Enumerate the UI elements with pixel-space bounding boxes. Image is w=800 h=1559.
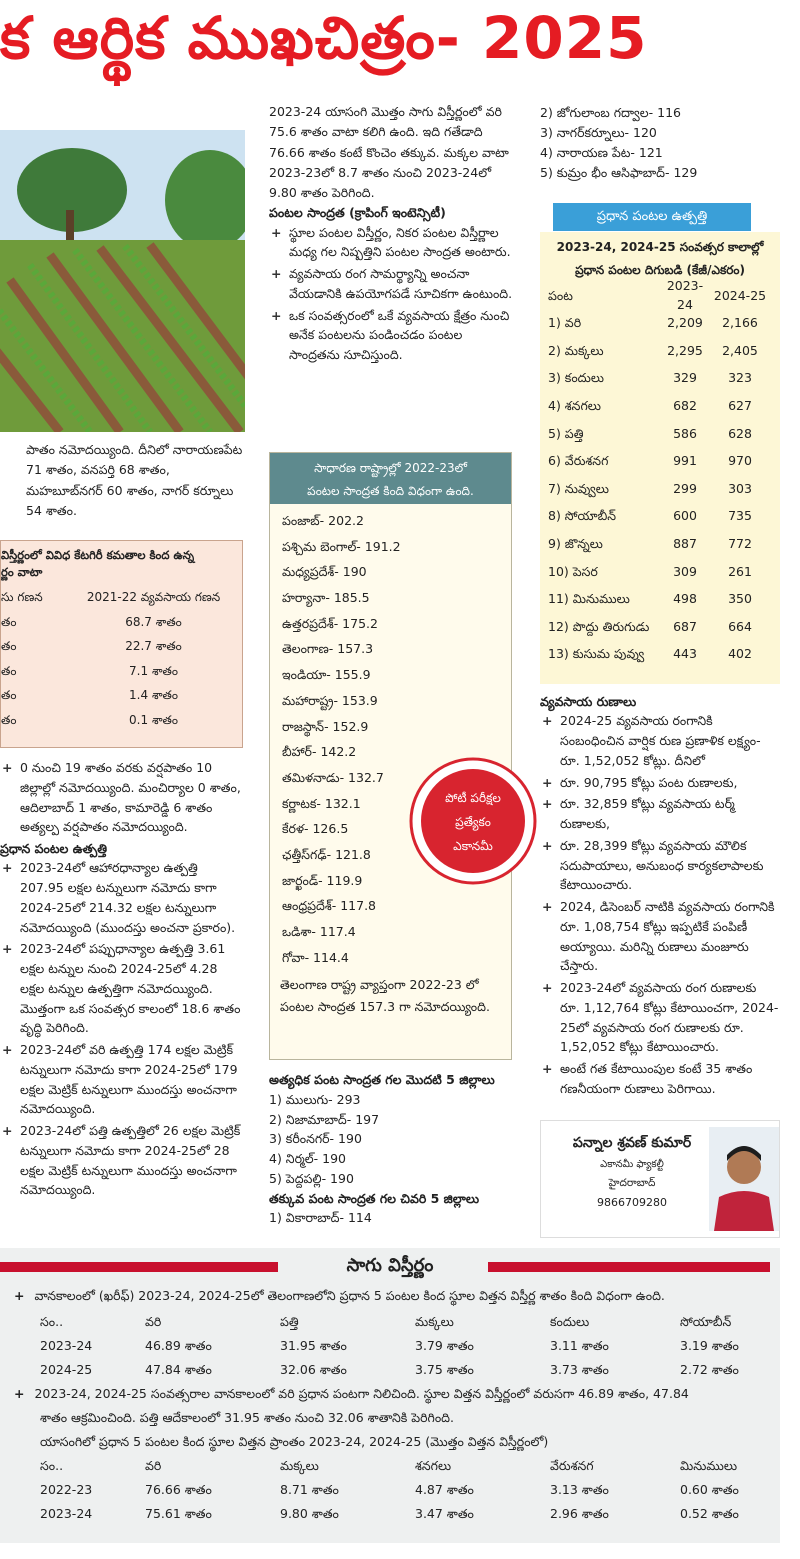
share-cell: తం xyxy=(1,712,17,727)
yield-cell: 664 xyxy=(728,618,752,634)
cultivation-area-section xyxy=(0,1248,780,1543)
list-item: 2) నిజామాబాద్- 197 xyxy=(269,1111,380,1127)
plus-bullet-icon: + xyxy=(271,224,282,240)
list-item: కర్ణాటక- 132.1 xyxy=(282,795,361,811)
list-item: 4) నిర్మల్- 190 xyxy=(269,1151,346,1166)
yield-cell: 323 xyxy=(728,370,752,386)
yield-cell: 11) మినుములు xyxy=(548,591,630,607)
share-box-heading-1: విస్తీర్ణంలో వివిధ కేటగిరీ కమతాల కింద ఉన్న xyxy=(1,548,195,562)
share-cell: 7.1 శాతం xyxy=(129,663,178,678)
list-item xyxy=(540,978,780,1057)
table-cell: 3.75 శాతం xyxy=(415,1362,474,1378)
table-row xyxy=(540,613,780,641)
yield-cell: 687 xyxy=(673,618,697,634)
yield-cell: 443 xyxy=(673,646,697,662)
table-row xyxy=(40,1334,780,1358)
table-cell: 2023-24 xyxy=(40,1338,93,1354)
table-header-cell: శనగలు xyxy=(415,1458,452,1474)
list-item: ఛత్తీస్‌గఢ్- 121.8 xyxy=(282,846,371,862)
yield-caption: ప్రధాన పంటల దిగుబడి (కేజీ/ఎకరం) xyxy=(575,262,745,277)
yield-cell: 600 xyxy=(673,508,697,524)
table-header-cell: మక్కలు xyxy=(415,1314,454,1330)
table-header-cell: మినుములు xyxy=(680,1458,738,1474)
list-item xyxy=(540,773,780,793)
yield-cell: 350 xyxy=(728,591,752,607)
table-cell: 31.95 శాతం xyxy=(280,1338,347,1354)
section-subhead: ప్రధాన పంటల ఉత్పత్తి xyxy=(0,841,108,856)
crops-production-heading: ప్రధాన పంటల ఉత్పత్తి xyxy=(553,203,751,231)
table-header-row xyxy=(40,1310,780,1334)
table-row xyxy=(1,684,238,709)
author-designation: ఎకానమీ ఫ్యాకల్టీ xyxy=(600,1158,664,1170)
plus-bullet-icon: + xyxy=(542,837,553,853)
list-item xyxy=(0,939,245,1038)
table-header-cell: సం.. xyxy=(40,1458,64,1474)
plus-bullet-icon: + xyxy=(2,941,13,957)
table-row xyxy=(540,475,780,503)
table-header-cell: సం.. xyxy=(40,1314,64,1330)
section-title: సాగు విస్తీర్ణం xyxy=(346,1255,434,1276)
yield-cell: 735 xyxy=(728,508,752,524)
list-item xyxy=(0,858,245,937)
table-header-cell: వరి xyxy=(145,1458,162,1474)
list-item: తెలంగాణ- 157.3 xyxy=(282,641,374,657)
bullet-text: 2023-24లో పప్పుధాన్యాల ఉత్పత్తి 3.61 లక్షల టన్నుల నుంచి 2024-25లో 4.28 లక్షల టన్నుల ఉత్పత్తిగా నమోదయ్యింది. మొత్తంగా ఒక సంవత్సర కాలంలో 18.6 శాతం వృద్ధి పెరిగింది. xyxy=(20,941,241,1036)
table-header-cell: వరి xyxy=(145,1314,162,1330)
table-row xyxy=(540,502,780,530)
table-header-cell: వేరుశనగ xyxy=(550,1458,594,1474)
table-row xyxy=(1,610,238,635)
yield-cell: 991 xyxy=(673,453,697,469)
plus-bullet-icon: + xyxy=(542,774,553,790)
rabi-area-table xyxy=(40,1454,780,1526)
yield-cell: 9) జొన్నలు xyxy=(548,536,603,552)
list-item: ఉత్తరప్రదేశ్- 175.2 xyxy=(282,615,378,631)
table-cell: 46.89 శాతం xyxy=(145,1338,212,1354)
list-item xyxy=(540,836,780,895)
yield-table-header xyxy=(540,278,780,313)
yield-cell: 2) మక్కలు xyxy=(548,342,604,358)
yield-header-cell: పంట xyxy=(548,287,573,303)
yield-cell: 402 xyxy=(728,646,752,662)
plus-bullet-icon: + xyxy=(271,307,282,323)
table-header-row xyxy=(40,1454,780,1478)
table-row xyxy=(540,530,780,558)
yield-header-cell: 2024-25 xyxy=(713,287,767,303)
plus-bullet-icon: + xyxy=(271,266,282,282)
list-item: 1) వికారాబాద్- 114 xyxy=(269,1210,372,1226)
list-item: ఒడిశా- 117.4 xyxy=(282,924,356,939)
table-cell: 3.11 శాతం xyxy=(550,1338,609,1354)
exam-special-badge xyxy=(408,756,538,886)
table-cell: 9.80 శాతం xyxy=(280,1506,339,1522)
table-row xyxy=(40,1358,780,1382)
table-row xyxy=(540,447,780,475)
list-item xyxy=(14,1382,774,1406)
plus-bullet-icon: + xyxy=(2,860,13,876)
title-divider-left xyxy=(0,1262,278,1272)
bullet-text: ఒక సంవత్సరంలో ఒకే వ్యవసాయ క్షేత్రం నుంచి అనేక పంటలను పండించడం పంటల సాంద్రతను సూచిస్తుంది. xyxy=(289,307,510,363)
bullet-text: వానకాలంలో (ఖరీఫ్) 2023-24, 2024-25లో తెలంగాణలోని ప్రధాన 5 పంటల కింద స్థూల విత్తన విస్తీర్ణ శాతం కింది విధంగా ఉంది. xyxy=(34,1288,665,1303)
table-header-cell: పత్తి xyxy=(280,1314,299,1330)
section-title-bar xyxy=(0,1250,780,1282)
list-item: 5) పెద్దపల్లి- 190 xyxy=(269,1170,354,1186)
yield-cell: 2,295 xyxy=(667,342,703,358)
section-subhead: అత్యధిక పంట సాంద్రత గల మొదటి 5 జిల్లాలు xyxy=(269,1072,495,1087)
badge-line-1: పోటీ పరీక్షల xyxy=(445,791,501,805)
badge-line-3: ఎకానమీ xyxy=(453,839,493,853)
table-row xyxy=(540,337,780,365)
yield-cell: 498 xyxy=(673,591,697,607)
list-item: 4) నారాయణ పేట- 121 xyxy=(540,145,663,160)
list-item xyxy=(14,1284,774,1308)
share-cell: తం xyxy=(1,663,17,678)
table-cell: 3.73 శాతం xyxy=(550,1362,609,1378)
bullet-text: రూ. 32,859 కోట్లు వ్యవసాయ టర్మ్ రుణాలకు, xyxy=(560,796,735,832)
list-item xyxy=(540,897,780,976)
yield-header-cell: 2023-24 xyxy=(666,278,704,313)
yield-cell: 2,405 xyxy=(722,342,758,358)
yield-cell: 299 xyxy=(673,480,697,496)
plus-bullet-icon: + xyxy=(2,760,13,775)
share-cell: 1.4 శాతం xyxy=(129,688,178,703)
table-row xyxy=(540,640,780,668)
bullet-text: 0 నుంచి 19 శాతం వరకు వర్షపాతం 10 జిల్లాల్లో నమోదయ్యింది. మంచిర్యాల 0 శాతం, ఆదిలాబాద్ 1 శాతం, కామారెడ్డి 6 శాతం అత్యల్ప వర్షపాతం నమోదయ్యింది. xyxy=(20,760,241,835)
table-cell: 3.19 శాతం xyxy=(680,1338,739,1354)
list-item: మధ్యప్రదేశ్- 190 xyxy=(282,564,367,580)
list-item xyxy=(540,1059,780,1099)
plus-bullet-icon: + xyxy=(542,899,553,915)
yield-cell: 329 xyxy=(673,370,697,386)
yield-cell: 309 xyxy=(673,563,697,579)
density-head-line: సాధారణ రాష్ట్రాల్లో 2022-23లో xyxy=(314,461,467,475)
yield-cell: 13) కుసుమ పువ్వు xyxy=(548,646,645,662)
table-header-cell: మక్కలు xyxy=(280,1458,319,1474)
table-cell: 2023-24 xyxy=(40,1506,93,1522)
yield-cell: 627 xyxy=(728,398,752,414)
bullet-text: 2024, డిసెంబర్ నాటికి వ్యవసాయ రంగానికి రూ. 1,08,754 కోట్లు ఇప్పటికే పంపిణీ అయ్యాయి. మరిన్ని రుణాలు మంజూరు చేస్తారు. xyxy=(560,899,775,974)
table-row xyxy=(540,585,780,613)
author-phone: 9866709280 xyxy=(597,1196,667,1210)
yield-cell: 2,166 xyxy=(722,315,758,331)
bullet-text: 2023-24, 2024-25 సంవత్సరాల వానకాలంలో వరి ప్రధాన పంటగా నిలిచింది. స్థూల విత్తన విస్తీర్ణంలో వరుసగా 46.89 శాతం, 47.84 xyxy=(34,1386,689,1401)
yield-cell: 970 xyxy=(728,453,752,469)
yield-cell: 4) శనగలు xyxy=(548,398,601,414)
kharif-area-table xyxy=(40,1310,780,1382)
table-cell: 0.52 శాతం xyxy=(680,1506,739,1522)
table-cell: 76.66 శాతం xyxy=(145,1482,212,1498)
yield-cell: 887 xyxy=(673,536,697,552)
plus-bullet-icon: + xyxy=(542,980,553,996)
list-item: 2) జోగులాంబ గద్వాల- 116 xyxy=(540,105,681,120)
table-cell: 3.79 శాతం xyxy=(415,1338,474,1354)
list-item: రాజస్థాన్- 152.9 xyxy=(282,718,369,734)
yield-cell: 10) పెసర xyxy=(548,563,598,579)
rabi-share-text: 2023-24 యాసంగి మొత్తం సాగు విస్తీర్ణంలో వరి 75.6 శాతం వాటా కలిగి ఉంది. ఇది గతేడాది 76.66 శాతం కంటే కొంచెం తక్కువ. మక్కల వాటా 2023-23లో 8.7 శాతం నుంచి 2023-24లో 9.80 శాతం పెరిగింది. xyxy=(269,104,509,200)
plus-bullet-icon: + xyxy=(14,1386,25,1401)
table-cell: 75.61 శాతం xyxy=(145,1506,212,1522)
list-item: 1) ములుగు- 293 xyxy=(269,1091,361,1107)
bullet-text: 2023-24లో వ్యవసాయ రంగ రుణాలకు రూ. 1,12,764 కోట్లు కేటాయించగా, 2024-25లో వ్యవసాయ రంగ రుణాలకు రూ. 1,52,052 కోట్లు కేటాయించారు. xyxy=(560,980,779,1055)
farm-field-photo xyxy=(0,130,245,432)
bullet-text: 2023-24లో వరి ఉత్పత్తి 174 లక్షల మెట్రిక్ టన్నులుగా నమోదు కాగా 2024-25లో 179 లక్షల మెట్రిక్ టన్నులుగా ముందస్తు అంచనాగా నమోదయ్యింది. xyxy=(20,1042,238,1117)
list-item: జార్ఖండ్- 119.9 xyxy=(282,872,363,888)
density-head-line: పంటల సాంద్రత కింది విధంగా ఉంది. xyxy=(307,483,474,498)
table-header-cell: కందులు xyxy=(550,1314,590,1330)
table-cell: 3.13 శాతం xyxy=(550,1482,609,1498)
author-city: హైదరాబాద్ xyxy=(608,1177,656,1190)
bullet-text: రూ. 90,795 కోట్లు పంట రుణాలకు, xyxy=(560,774,738,790)
table-cell: 0.60 శాతం xyxy=(680,1482,739,1498)
list-item xyxy=(269,264,514,304)
list-item: బీహార్- 142.2 xyxy=(282,744,357,760)
yield-cell: 2,209 xyxy=(667,315,703,331)
list-item xyxy=(540,794,780,834)
list-item: 3) కరీంనగర్- 190 xyxy=(269,1131,362,1147)
table-cell: 8.71 శాతం xyxy=(280,1482,339,1498)
share-col-right: 2021-22 వ్యవసాయ గణన xyxy=(86,590,221,605)
share-cell: తం xyxy=(1,614,17,629)
list-item: హర్యానా- 185.5 xyxy=(282,590,370,606)
author-profile-card xyxy=(540,1120,780,1238)
table-row xyxy=(540,309,780,337)
table-cell: 32.06 శాతం xyxy=(280,1362,347,1378)
crop-yield-table xyxy=(540,232,780,684)
table-cell: 4.87 శాతం xyxy=(415,1482,474,1498)
table-row xyxy=(1,635,238,660)
section-subhead: పంటల సాంద్రత (క్రాపింగ్ ఇంటెన్సిటీ) xyxy=(269,205,446,221)
title-divider-right xyxy=(488,1262,770,1272)
bullet-text: అంటే గత కేటాయింపుల కంటే 35 శాతం గణనీయంగా రుణాలు పెరిగాయి. xyxy=(560,1061,753,1096)
share-cell: తం xyxy=(1,639,17,654)
table-row xyxy=(1,659,238,684)
list-item: ఆంధ్రప్రదేశ్- 117.8 xyxy=(282,898,376,914)
bullet-continuation: శాతం ఆక్రమించింది. పత్తి ఆదేకాలంలో 31.95 శాతం నుంచి 32.06 శాతానికి పెరిగింది. xyxy=(40,1410,454,1425)
share-col-left: సు గణన xyxy=(1,590,43,605)
bullet-text: రూ. 28,399 కోట్లు వ్యవసాయ మౌలిక సదుపాయాలు, అనుబంధ కార్యకలాపాలకు కేటాయించారు. xyxy=(560,837,764,893)
yield-cell: 1) వరి xyxy=(548,315,582,331)
yield-cell: 6) వేరుశనగ xyxy=(548,453,609,469)
bullet-text: స్థూల పంటల విస్తీర్ణం, నికర పంటల విస్తీర్ణాల మధ్య గల నిష్పత్తిని పంటల సాంద్రత అంటారు. xyxy=(289,224,511,260)
yield-cell: 586 xyxy=(673,425,697,441)
page-title: క ఆర్థిక ముఖచిత్రం- 2025 xyxy=(0,4,648,72)
share-cell: తం xyxy=(1,688,17,703)
yield-cell: 8) సోయాబీన్ xyxy=(548,508,617,524)
list-item: 5) కుమ్రం భీం ఆసిఫాబాద్- 129 xyxy=(540,165,698,180)
table-cell: 2.72 శాతం xyxy=(680,1362,739,1378)
yield-cell: 7) నువ్వులు xyxy=(548,480,609,496)
bullet-text: 2023-24లో పత్తి ఉత్పత్తిలో 26 లక్షల మెట్రిక్ టన్నులుగా నమోదు కాగా 2024-25లో 28 లక్షల మెట్రిక్ టన్నులుగా ముందస్తు అంచనాగా నమోదయ్యింది. xyxy=(20,1123,241,1198)
table-row xyxy=(540,420,780,448)
rainfall-text: పాతం నమోదయ్యింది. దీనిలో నారాయణపేట 71 శాతం, వనపర్తి 68 శాతం, మహబూబ్‌నగర్ 60 శాతం, నాగర్ కర్నూలు 54 శాతం. xyxy=(26,442,243,518)
share-cell: 22.7 శాతం xyxy=(125,639,182,654)
table-row xyxy=(540,392,780,420)
table-cell: 2022-23 xyxy=(40,1482,93,1498)
list-item: మహారాష్ట్ర- 153.9 xyxy=(282,692,378,708)
table-header-cell: సోయాబీన్ xyxy=(680,1314,732,1330)
yield-cell: 682 xyxy=(673,398,697,414)
yield-cell: 261 xyxy=(728,563,752,579)
author-name: పన్నాల శ్రవణ్ కుమార్ xyxy=(572,1135,692,1151)
list-item: తమిళనాడు- 132.7 xyxy=(282,769,384,785)
plus-bullet-icon: + xyxy=(542,713,553,729)
plus-bullet-icon: + xyxy=(542,1061,553,1077)
yield-cell: 772 xyxy=(728,536,752,552)
badge-line-2: ప్రత్యేకం xyxy=(455,815,491,829)
avatar xyxy=(709,1127,779,1231)
table-row xyxy=(1,708,238,733)
bullet-text: 2023-24లో ఆహారధాన్యాల ఉత్పత్తి 207.95 లక్షల టన్నులుగా నమోదు కాగా 2024-25లో 214.32 లక్షల టన్నులుగా నమోదయ్యింది (ముందస్తు అంచనా ప్రకారం). xyxy=(20,860,236,935)
list-item xyxy=(540,711,780,770)
list-item: పశ్చిమ బెంగాల్- 191.2 xyxy=(282,538,401,554)
bullet-text: వ్యవసాయ రంగ సామర్థ్యాన్ని అంచనా వేయడానికి ఉపయోగపడే సూచికగా ఉంటుంది. xyxy=(289,266,513,301)
list-item xyxy=(0,758,245,837)
list-item: గోవా- 114.4 xyxy=(282,949,349,965)
section-subhead: వ్యవసాయ రుణాలు xyxy=(540,694,637,709)
plus-bullet-icon: + xyxy=(14,1288,25,1303)
table-cell: 47.84 శాతం xyxy=(145,1362,212,1378)
density-note: తెలంగాణ రాష్ట్ర వ్యాప్తంగా 2022-23 లో పంటల సాంద్రత 157.3 గా నమోదయ్యింది. xyxy=(280,977,490,1014)
share-cell: 68.7 శాతం xyxy=(125,614,182,629)
table-row xyxy=(540,364,780,392)
density-box-header xyxy=(270,453,511,504)
share-table-header xyxy=(1,586,238,611)
table-cell: 2024-25 xyxy=(40,1362,93,1378)
list-item: ఇండియా- 155.9 xyxy=(282,667,371,683)
list-item xyxy=(269,306,514,365)
yield-cell: 303 xyxy=(728,480,752,496)
yield-cell: 5) పత్తి xyxy=(548,425,584,441)
list-item: కేరళ- 126.5 xyxy=(282,821,349,837)
list-item xyxy=(269,223,514,263)
table-row xyxy=(40,1478,780,1502)
list-item xyxy=(0,1040,245,1119)
bullet-text: 2024-25 వ్యవసాయ రంగానికి సంబంధించిన వార్షిక రుణ ప్రణాళిక లక్ష్యం- రూ. 1,52,052 కోట్లు. దీనిలో xyxy=(560,713,761,768)
table-row xyxy=(540,558,780,586)
list-item: పంజాబ్- 202.2 xyxy=(282,513,364,528)
yield-caption: 2023-24, 2024-25 సంవత్సర కాలాల్లో xyxy=(556,240,764,254)
plus-bullet-icon: + xyxy=(542,796,553,812)
table-cell: 3.47 శాతం xyxy=(415,1506,474,1522)
yield-cell: 628 xyxy=(728,425,752,441)
list-item: 3) నాగర్‌కర్నూలు- 120 xyxy=(540,125,657,140)
rabi-area-intro: యాసంగిలో ప్రధాన 5 పంటల కింద స్థూల విత్తన ప్రాంతం 2023-24, 2024-25 (మొత్తం విత్తన విస్తీర్ణంలో) xyxy=(40,1434,549,1449)
table-row xyxy=(40,1502,780,1526)
share-box-heading-2: ర్ణం వాటా xyxy=(1,565,43,580)
landholding-share-box xyxy=(0,540,243,748)
section-subhead: తక్కువ పంట సాంద్రత గల చివరి 5 జిల్లాలు xyxy=(269,1190,480,1206)
table-cell: 2.96 శాతం xyxy=(550,1506,609,1522)
list-item xyxy=(0,1121,245,1200)
yield-cell: 12) పొద్దు తిరుగుడు xyxy=(548,618,650,634)
yield-cell: 3) కందులు xyxy=(548,370,605,386)
plus-bullet-icon: + xyxy=(2,1042,13,1058)
plus-bullet-icon: + xyxy=(2,1123,13,1139)
share-cell: 0.1 శాతం xyxy=(129,712,178,727)
